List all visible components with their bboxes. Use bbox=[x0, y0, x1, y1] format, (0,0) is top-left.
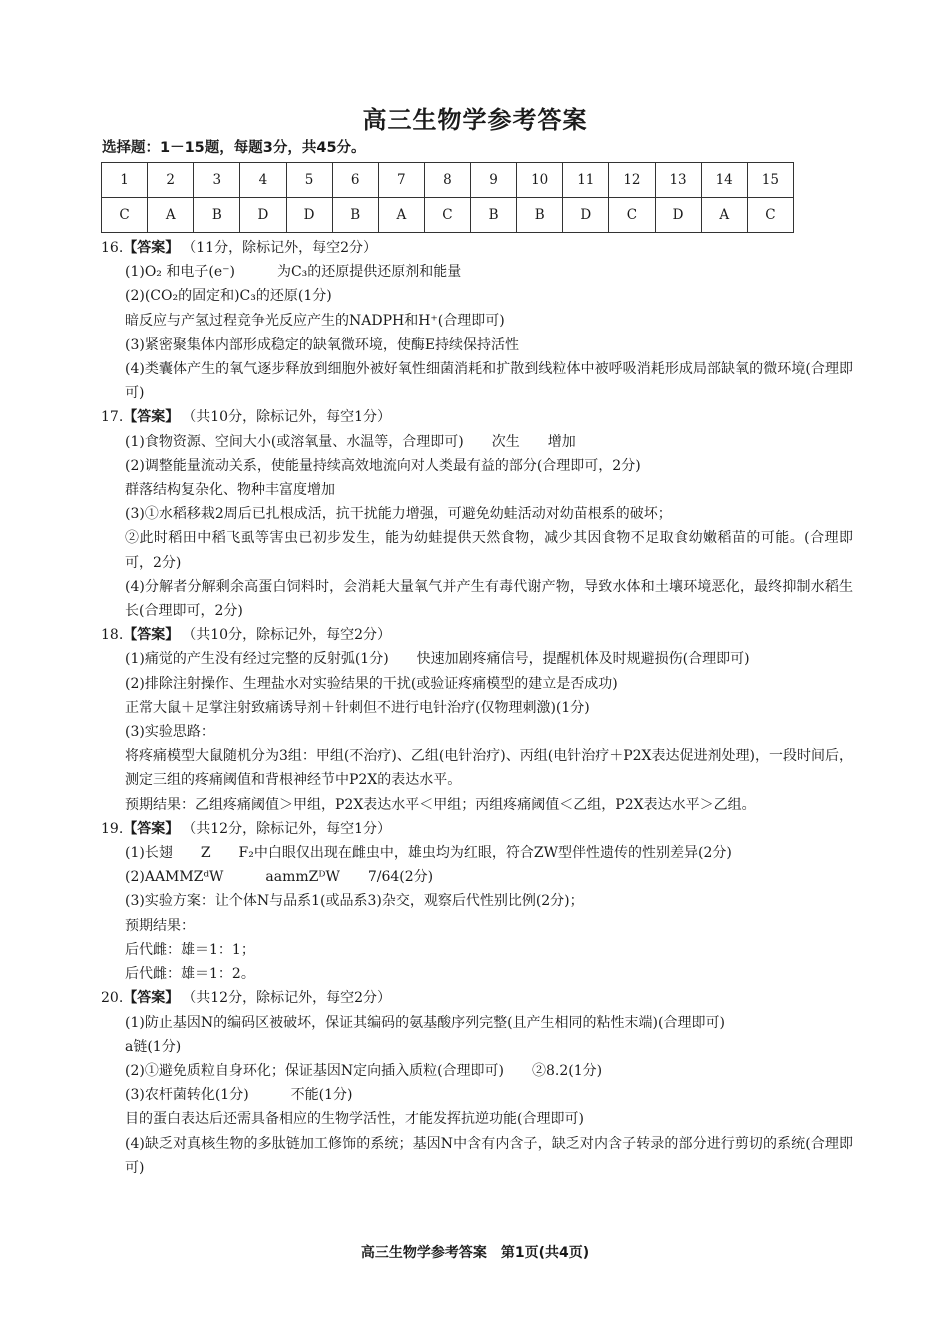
answer-tag: 【答案】 bbox=[123, 820, 180, 837]
answer-line: (2)AAMMZᵈW aammZᴰW 7/64(2分) bbox=[125, 869, 434, 886]
scoring-note: （11分，除标记外，每空2分） bbox=[189, 240, 377, 256]
question-answer-block bbox=[101, 623, 853, 817]
answer-cell: C bbox=[424, 198, 470, 233]
answer-tag: 【答案】 bbox=[123, 240, 180, 256]
question-number-cell: 1 bbox=[102, 163, 148, 198]
question-number-cell: 12 bbox=[609, 163, 655, 198]
question-number-cell: 2 bbox=[148, 163, 194, 198]
question-number-cell: 9 bbox=[471, 163, 517, 198]
answer-cell: D bbox=[240, 198, 286, 233]
answer-line: (2)①避免质粒自身环化；保证基因N定向插入质粒(合理即可) ②8.2(1分) bbox=[125, 1062, 603, 1079]
answer-cell: D bbox=[655, 198, 701, 233]
question-answer-block bbox=[101, 236, 853, 405]
question-header bbox=[101, 986, 853, 1010]
question-answer-block bbox=[101, 405, 853, 623]
answer-line: (4)分解者分解剩余高蛋白饲料时，会消耗大量氧气并产生有毒代谢产物，导致水体和土壤环境恶化，最终抑制水稻生长(合理即可，2分) bbox=[125, 578, 853, 620]
question-number-cell: 8 bbox=[424, 163, 470, 198]
answer-cell: B bbox=[517, 198, 563, 233]
multiple-choice-intro: 选择题：1－15题，每题3分，共45分。 bbox=[102, 140, 366, 156]
question-answer-block bbox=[101, 986, 853, 1180]
answer-line: 目的蛋白表达后还需具备相应的生物学活性，才能发挥抗逆功能(合理即可) bbox=[125, 1111, 584, 1128]
answer-line: (1)长翅 Z F₂中白眼仅出现在雌虫中，雄虫均为红眼，符合ZW型伴性遗传的性别差异(2分) bbox=[125, 845, 732, 862]
answer-line: 预期结果：乙组疼痛阈值＞甲组，P2X表达水平＜甲组；丙组疼痛阈值＜乙组，P2X表达水平＞乙组。 bbox=[125, 796, 756, 813]
answer-tag: 【答案】 bbox=[123, 990, 180, 1007]
answer-line: 后代雌：雄＝1：1； bbox=[125, 941, 255, 958]
answer-line: (4)缺乏对真核生物的多肽链加工修饰的系统；基因N中含有内含子，缺乏对内含子转录的部分进行剪切的系统(合理即可) bbox=[125, 1135, 853, 1176]
answer-line: 暗反应与产氢过程竞争光反应产生的NADPH和H⁺(合理即可) bbox=[125, 312, 505, 329]
question-answer-block bbox=[101, 817, 853, 986]
answer-line: 将疼痛模型大鼠随机分为3组：甲组(不治疗)、乙组(电针治疗)、丙组(电针治疗＋P2X表达促进剂处理)，一段时间后，测定三组的疼痛阈值和背根神经节中P2X的表达水平。 bbox=[125, 748, 853, 789]
answer-line: (3)实验方案：让个体N与品系1(或品系3)杂交，观察后代性别比例(2分)； bbox=[125, 893, 584, 910]
answer-row bbox=[102, 198, 794, 233]
answer-line: ②此时稻田中稻飞虱等害虫已初步发生，能为幼蛙提供天然食物，减少其因食物不足取食幼嫩稻苗的可能。(合理即可，2分) bbox=[125, 530, 853, 571]
question-number: 17. bbox=[101, 409, 124, 426]
answer-line: 正常大鼠＋足掌注射致痛诱导剂＋针刺但不进行电针治疗(仅物理刺激)(1分) bbox=[125, 699, 590, 716]
answer-line: (3)实验思路： bbox=[125, 724, 215, 741]
answer-line: (1)食物资源、空间大小(或溶氧量、水温等，合理即可) 次生 增加 bbox=[125, 433, 576, 450]
question-header bbox=[101, 405, 853, 429]
answer-cell: B bbox=[194, 198, 240, 233]
answer-line: (1)痛觉的产生没有经过完整的反射弧(1分) 快速加剧疼痛信号，提醒机体及时规避损伤(合理即可) bbox=[125, 651, 750, 668]
answer-line: 群落结构复杂化、物种丰富度增加 bbox=[125, 482, 335, 499]
scoring-note: （共12分，除标记外，每空2分） bbox=[189, 990, 391, 1007]
answer-line: (1)O₂ 和电子(e⁻) 为C₃的还原提供还原剂和能量 bbox=[125, 264, 462, 281]
question-number: 18. bbox=[101, 627, 124, 644]
question-number-row bbox=[102, 163, 794, 198]
question-number: 19. bbox=[101, 820, 124, 837]
question-number-cell: 13 bbox=[655, 163, 701, 198]
answer-cell: B bbox=[471, 198, 517, 233]
scoring-note: （共10分，除标记外，每空2分） bbox=[189, 627, 391, 644]
answer-line: 后代雌：雄＝1：2。 bbox=[125, 966, 255, 983]
answer-line: (2)(CO₂的固定和)C₃的还原(1分) bbox=[125, 288, 332, 305]
answer-line: (3)农杆菌转化(1分) 不能(1分) bbox=[125, 1087, 353, 1104]
question-number: 16. bbox=[101, 240, 124, 256]
answer-cell: A bbox=[701, 198, 747, 233]
page-title: 高三生物学参考答案 bbox=[362, 106, 588, 134]
answer-cell: D bbox=[286, 198, 332, 233]
answer-tag: 【答案】 bbox=[123, 409, 180, 426]
answer-cell: A bbox=[378, 198, 424, 233]
answer-cell: D bbox=[563, 198, 609, 233]
question-header bbox=[101, 236, 853, 260]
answer-line: (2)排除注射操作、生理盐水对实验结果的干扰(或验证疼痛模型的建立是否成功) bbox=[125, 675, 618, 692]
answer-cell: B bbox=[332, 198, 378, 233]
answer-line: 预期结果： bbox=[125, 917, 195, 934]
answer-tag: 【答案】 bbox=[123, 627, 180, 644]
answer-line: (1)防止基因N的编码区被破坏，保证其编码的氨基酸序列完整(且产生相同的粘性末端)(合理即可) bbox=[125, 1014, 725, 1031]
answer-line: (3)①水稻移栽2周后已扎根成活，抗干扰能力增强，可避免幼蛙活动对幼苗根系的破坏； bbox=[125, 506, 672, 523]
answer-line: (3)紧密聚集体内部形成稳定的缺氧微环境，使酶E持续保持活性 bbox=[125, 336, 520, 353]
page-footer: 高三生物学参考答案 第1页(共4页) bbox=[360, 1245, 590, 1261]
scoring-note: （共12分，除标记外，每空1分） bbox=[189, 820, 391, 837]
question-number-cell: 3 bbox=[194, 163, 240, 198]
answer-cell: C bbox=[747, 198, 793, 233]
answer-line: (4)类囊体产生的氧气逐步释放到细胞外被好氧性细菌消耗和扩散到线粒体中被呼吸消耗形成局部缺氧的微环境(合理即可) bbox=[125, 361, 853, 402]
answer-line: (2)调整能量流动关系，使能量持续高效地流向对人类最有益的部分(合理即可，2分) bbox=[125, 457, 641, 474]
answer-line: a链(1分) bbox=[125, 1038, 182, 1055]
question-header bbox=[101, 817, 853, 841]
scoring-note: （共10分，除标记外，每空1分） bbox=[189, 409, 391, 426]
question-number-cell: 4 bbox=[240, 163, 286, 198]
question-number-cell: 10 bbox=[517, 163, 563, 198]
answer-cell: C bbox=[609, 198, 655, 233]
question-number-cell: 11 bbox=[563, 163, 609, 198]
question-number-cell: 5 bbox=[286, 163, 332, 198]
answer-cell: C bbox=[102, 198, 148, 233]
question-number-cell: 15 bbox=[747, 163, 793, 198]
multiple-choice-answer-table bbox=[101, 162, 794, 233]
answer-cell: A bbox=[148, 198, 194, 233]
question-number: 20. bbox=[101, 990, 124, 1007]
question-header bbox=[101, 623, 853, 647]
question-number-cell: 14 bbox=[701, 163, 747, 198]
question-number-cell: 6 bbox=[332, 163, 378, 198]
answer-content bbox=[101, 236, 853, 1180]
question-number-cell: 7 bbox=[378, 163, 424, 198]
